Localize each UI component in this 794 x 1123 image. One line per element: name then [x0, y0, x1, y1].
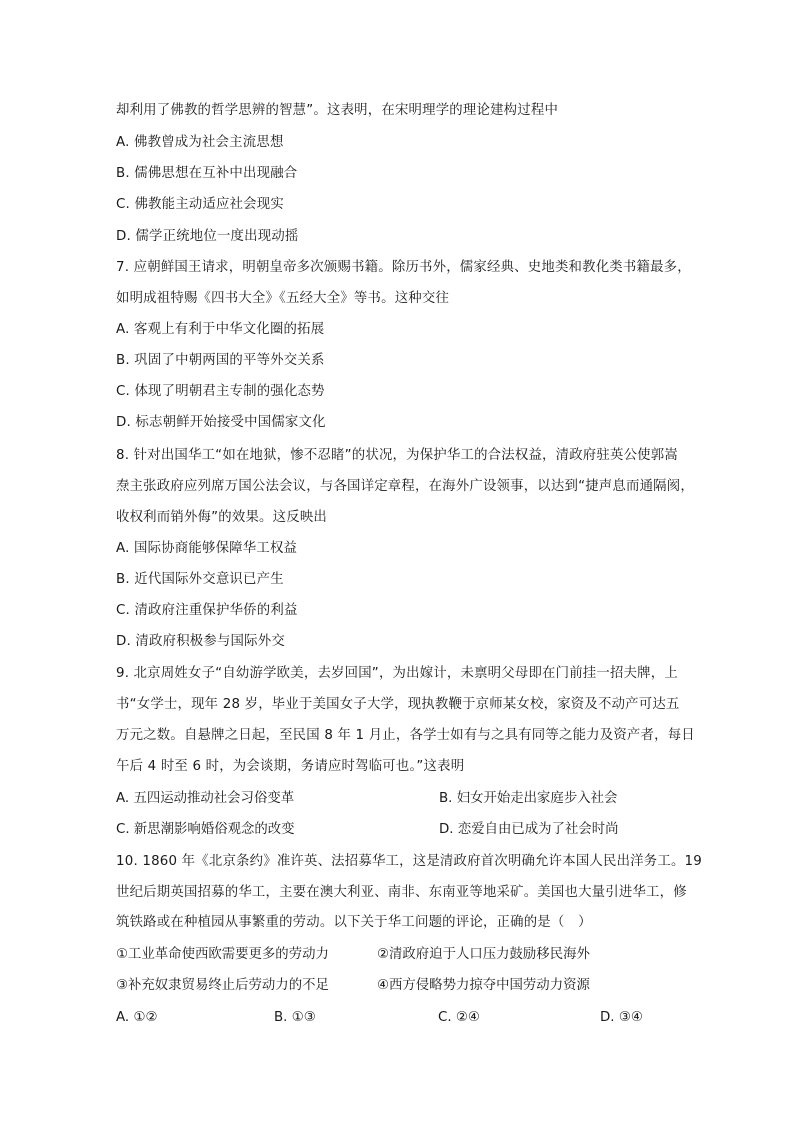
q8-option-b: B. 近代国际外交意识已产生 — [116, 572, 284, 587]
q9-stem-line-4: 午后 4 时至 6 时，为会谈期，务请应时驾临可也。”这表明 — [116, 759, 465, 774]
q7-stem-line-2: 如明成祖特赐《四书大全》《五经大全》等书。这种交往 — [116, 291, 450, 306]
q6-option-d: D. 儒学正统地位一度出现动摇 — [116, 229, 299, 244]
q10-items-row-2 — [116, 976, 656, 996]
q7-option-c: C. 体现了明朝君主专制的强化态势 — [116, 384, 325, 399]
q8-option-c: C. 清政府注重保护华侨的利益 — [116, 603, 298, 618]
q10-stem-line-1: 10. 1860 年《北京条约》准许英、法招募华工，这是清政府首次明确允许本国人民出洋务工。19 — [116, 854, 702, 869]
q10-option-c: C. ②④ — [438, 1010, 480, 1025]
q10-item-3: ③补充奴隶贸易终止后劳动力的不足 — [116, 978, 329, 993]
q6-option-b: B. 儒佛思想在互补中出现融合 — [116, 166, 298, 181]
q9-option-a: A. 五四运动推动社会习俗变革 — [116, 791, 295, 806]
q8-option-a: A. 国际协商能够保障华工权益 — [116, 541, 298, 556]
q9-stem-line-2: 书“女学士，现年 28 岁，毕业于美国女子大学，现执教鞭于京师某女校，家资及不动产可达五 — [116, 697, 680, 712]
q10-item-1: ①工业革命使西欧需要更多的劳动力 — [116, 947, 329, 962]
q8-option-d: D. 清政府积极参与国际外交 — [116, 634, 285, 649]
q10-item-2: ②清政府迫于人口压力鼓励移民海外 — [377, 947, 590, 962]
q9-options-row-2 — [116, 820, 656, 840]
q6-option-a: A. 佛教曾成为社会主流思想 — [116, 135, 284, 150]
q6-option-c: C. 佛教能主动适应社会现实 — [116, 197, 284, 212]
q8-stem-line-3: 收权利而销外侮”的效果。这反映出 — [116, 510, 327, 525]
q10-options-row — [116, 1008, 676, 1028]
q8-stem-line-1: 8. 针对出国华工“如在地狱，惨不忍睹”的状况，为保护华工的合法权益，清政府驻英公使郭嵩 — [116, 448, 678, 463]
q9-stem-line-3: 万元之数。自悬牌之日起，至民国 8 年 1 月止，各学士如有与之具有同等之能力及资产者，每日 — [116, 728, 695, 743]
q10-option-d: D. ③④ — [600, 1010, 643, 1025]
q9-option-c: C. 新思潮影响婚俗观念的改变 — [116, 822, 295, 837]
q10-items-row-1 — [116, 945, 656, 965]
q10-item-4: ④西方侵略势力掠夺中国劳动力资源 — [377, 978, 590, 993]
q10-stem-line-3: 筑铁路或在种植园从事繁重的劳动。以下关于华工问题的评论，正确的是（ ） — [116, 915, 592, 930]
q8-stem-line-2: 焘主张政府应列席万国公法会议，与各国详定章程，在海外广设领事，以达到“捷声息而通隔阂， — [116, 479, 694, 494]
q6-stem-tail: 却利用了佛教的哲学思辨的智慧”。这表明，在宋明理学的理论建构过程中 — [116, 103, 559, 118]
q7-stem-line-1: 7. 应朝鲜国王请求，明朝皇帝多次颁赐书籍。除历书外，儒家经典、史地类和教化类书籍最多， — [116, 260, 691, 275]
q10-stem-line-2: 世纪后期英国招募的华工，主要在澳大利亚、南非、东南亚等地采矿。美国也大量引进华工，修 — [116, 885, 687, 900]
q7-option-d: D. 标志朝鲜开始接受中国儒家文化 — [116, 415, 326, 430]
q9-options-row-1 — [116, 789, 656, 809]
q10-option-a: A. ①② — [116, 1010, 158, 1025]
q9-option-d: D. 恋爱自由已成为了社会时尚 — [439, 822, 619, 837]
q9-option-b: B. 妇女开始走出家庭步入社会 — [439, 791, 618, 806]
q9-stem-line-1: 9. 北京周姓女子“自幼游学欧美，去岁回国”，为出嫁计，未禀明父母即在门前挂一招夫牌，上 — [116, 666, 678, 681]
q10-option-b: B. ①③ — [274, 1010, 316, 1025]
q7-option-a: A. 客观上有利于中华文化圈的拓展 — [116, 322, 325, 337]
q7-option-b: B. 巩固了中朝两国的平等外交关系 — [116, 353, 325, 368]
